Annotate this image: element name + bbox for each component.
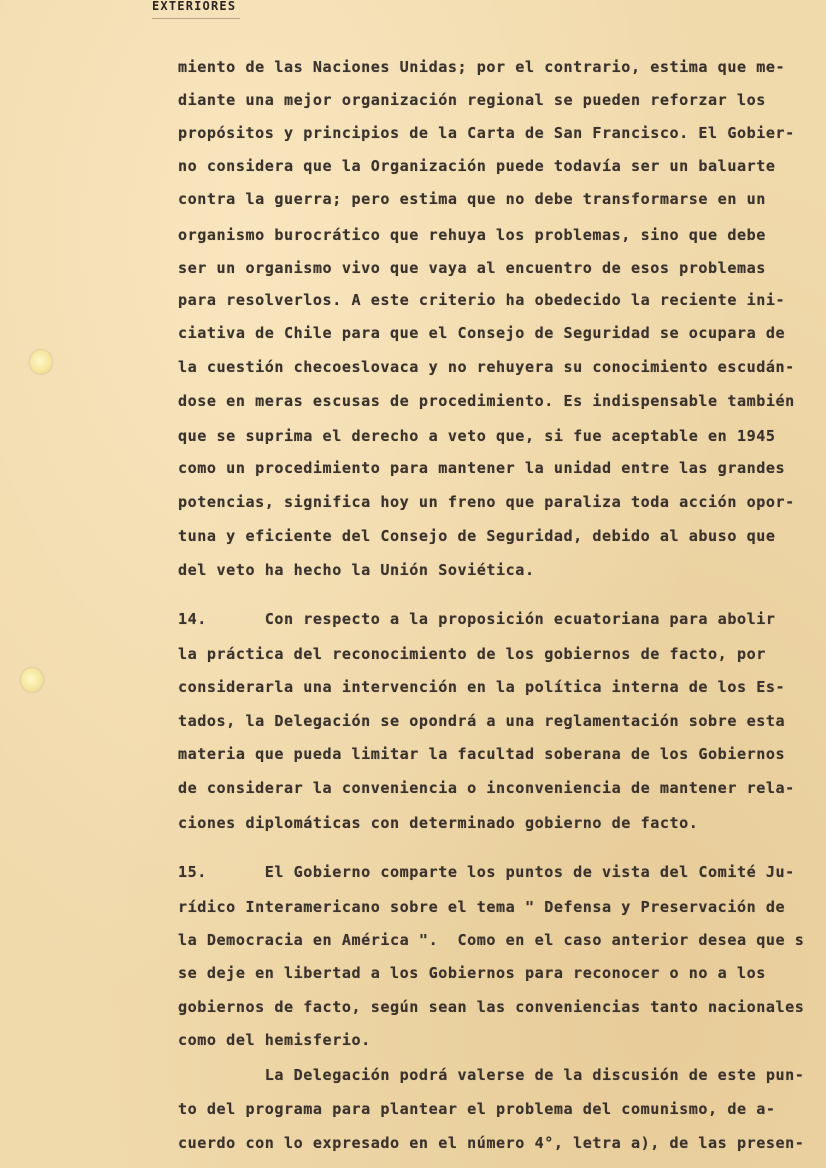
- text-line: 15. El Gobierno comparte los puntos de vista del Comité Ju-: [178, 863, 795, 881]
- punch-hole-top: [30, 350, 52, 374]
- text-line: potencias, significa hoy un freno que paraliza toda acción opor-: [178, 493, 795, 511]
- text-line: la Democracia en América ". Como en el caso anterior desea que s: [178, 931, 805, 949]
- text-line: tuna y eficiente del Consejo de Seguridad, debido al abuso que: [178, 527, 776, 545]
- text-line: del veto ha hecho la Unión Soviética.: [178, 561, 535, 579]
- text-line: que se suprima el derecho a veto que, si fue aceptable en 1945: [178, 427, 776, 445]
- punch-hole-bottom: [21, 668, 43, 692]
- text-line: no considera que la Organización puede todavía ser un baluarte: [178, 157, 776, 175]
- text-line: como del hemisferio.: [178, 1031, 371, 1049]
- text-line: gobiernos de facto, según sean las conveniencias tanto nacionales: [178, 998, 805, 1016]
- page-header: EXTERIORES: [152, 0, 237, 13]
- text-line: como un procedimiento para mantener la unidad entre las grandes: [178, 459, 786, 477]
- text-line: ciativa de Chile para que el Consejo de Seguridad se ocupara de: [178, 324, 786, 342]
- text-line: la cuestión checoeslovaca y no rehuyera su conocimiento escudán-: [178, 358, 795, 376]
- text-line: cuerdo con lo expresado en el número 4°, letra a), de las presen-: [178, 1134, 805, 1152]
- text-line: se deje en libertad a los Gobiernos para reconocer o no a los: [178, 964, 766, 982]
- text-line: ciones diplomáticas con determinado gobierno de facto.: [178, 814, 699, 832]
- text-line: considerarla una intervención en la política interna de los Es-: [178, 678, 786, 696]
- text-line: ser un organismo vivo que vaya al encuentro de esos problemas: [178, 259, 766, 277]
- text-line: diante una mejor organización regional se pueden reforzar los: [178, 91, 766, 109]
- text-line: miento de las Naciones Unidas; por el contrario, estima que me-: [178, 58, 786, 76]
- text-line: rídico Interamericano sobre el tema " Defensa y Preservación de: [178, 898, 786, 916]
- text-line: propósitos y principios de la Carta de San Francisco. El Gobier-: [178, 124, 795, 142]
- text-line: de considerar la conveniencia o inconveniencia de mantener rela-: [178, 779, 795, 797]
- text-line: contra la guerra; pero estima que no debe transformarse en un: [178, 190, 766, 208]
- text-line: 14. Con respecto a la proposición ecuatoriana para abolir: [178, 610, 776, 628]
- text-line: to del programa para plantear el problema del comunismo, de a-: [178, 1100, 776, 1118]
- text-line: organismo burocrático que rehuya los problemas, sino que debe: [178, 226, 766, 244]
- text-line: dose en meras escusas de procedimiento. Es indispensable también: [178, 392, 795, 410]
- text-line: La Delegación podrá valerse de la discusión de este pun-: [178, 1066, 805, 1084]
- text-line: la práctica del reconocimiento de los gobiernos de facto, por: [178, 645, 766, 663]
- text-line: para resolverlos. A este criterio ha obedecido la reciente ini-: [178, 291, 786, 309]
- text-line: tados, la Delegación se opondrá a una reglamentación sobre esta: [178, 712, 786, 730]
- header-underline: [152, 18, 240, 19]
- text-line: materia que pueda limitar la facultad soberana de los Gobiernos: [178, 745, 786, 763]
